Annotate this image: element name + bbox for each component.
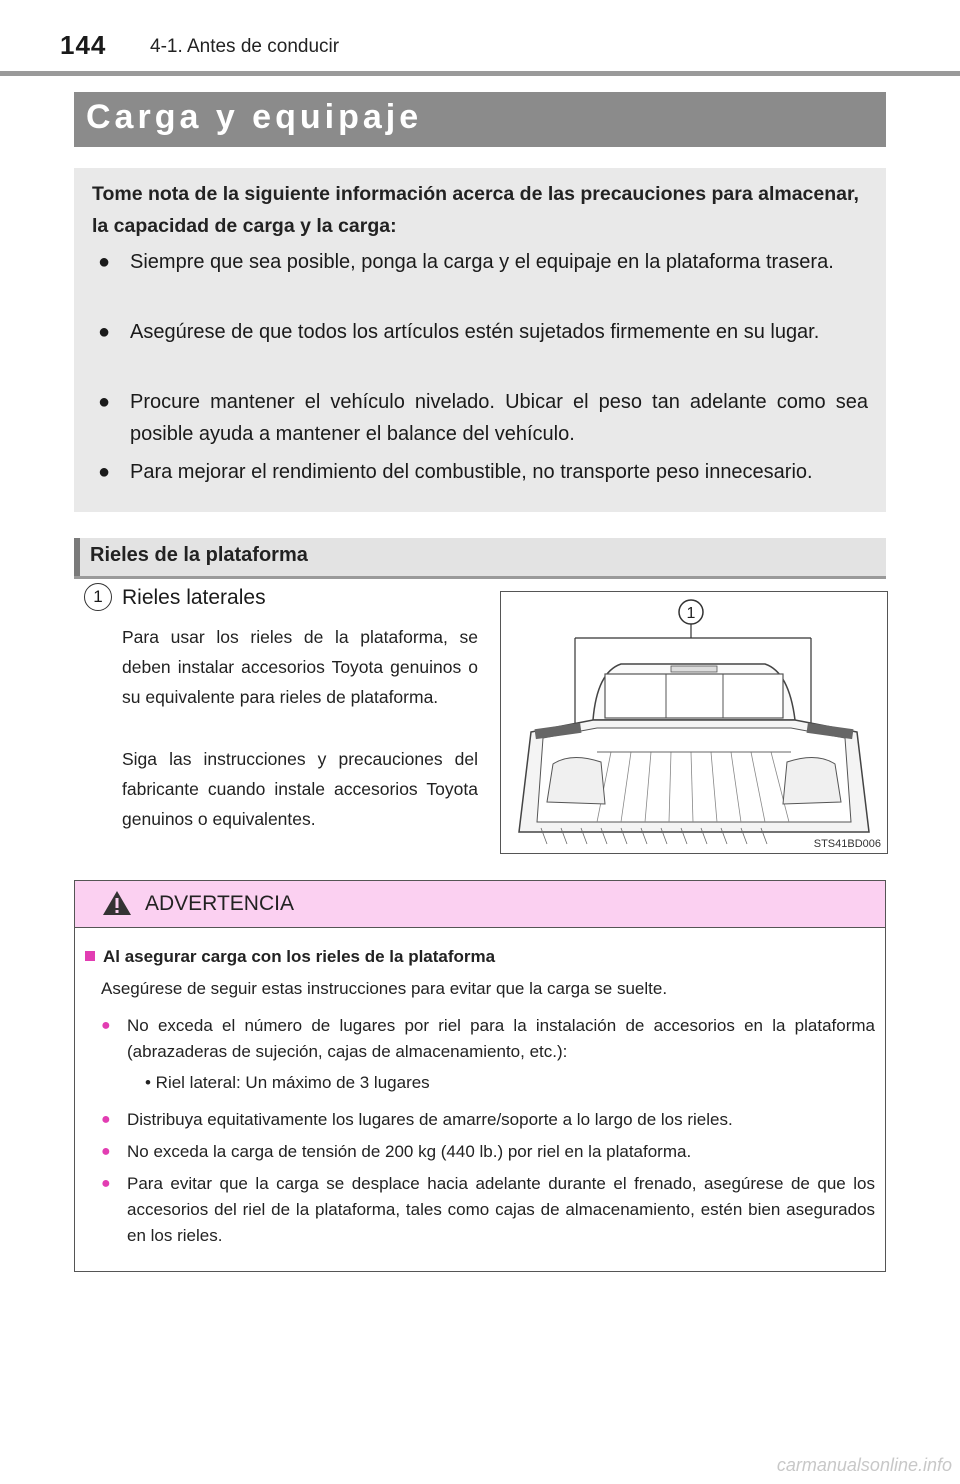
warning-lead: Asegúrese de seguir estas instrucciones para evitar que la carga se suelte. bbox=[101, 979, 668, 998]
intro-bullet bbox=[98, 316, 868, 348]
warning-bullet-text: Para evitar que la carga se desplace hacia adelante durante el frenado, asegúrese de que los accesorios del riel de la plataforma, tales como cajas de almacenamiento, estén bien asegurados en los rieles. bbox=[127, 1174, 875, 1245]
pink-circle-bullet-icon: ● bbox=[101, 1111, 111, 1128]
warning-subhead-text: Al asegurar carga con los rieles de la plataforma bbox=[103, 947, 496, 966]
pink-circle-bullet-icon: ● bbox=[101, 1143, 111, 1160]
figure-callout-number: 1 bbox=[686, 605, 696, 622]
callout-number: 1 bbox=[84, 583, 112, 611]
watermark: carmanualsonline.info bbox=[776, 1455, 952, 1475]
rail-paragraph: Para usar los rieles de la plataforma, se deben instalar accesorios Toyota genuinos o su equivalente para rieles de plataforma. bbox=[122, 627, 478, 707]
subsection-accent bbox=[74, 538, 80, 576]
black-circle-bullet-icon: ● bbox=[98, 321, 111, 343]
warning-bullet-text: Distribuya equitativamente los lugares de amarre/soporte a lo largo de los rieles. bbox=[127, 1110, 733, 1129]
warning-bullet bbox=[101, 1139, 875, 1165]
title-bar bbox=[74, 92, 886, 147]
page-title: Carga y equipaje bbox=[86, 98, 423, 136]
warning-bullet bbox=[101, 1013, 875, 1065]
truck-bed-illustration bbox=[501, 592, 887, 853]
pink-circle-bullet-icon: ● bbox=[101, 1175, 111, 1192]
subsection-title: Rieles de la plataforma bbox=[90, 544, 308, 566]
intro-bullet-text: Siempre que sea posible, ponga la carga y el equipaje en la plataforma trasera. bbox=[130, 251, 834, 273]
subsection-rule bbox=[74, 576, 886, 579]
warning-bullet-text: No exceda la carga de tensión de 200 kg (440 lb.) por riel en la plataforma. bbox=[127, 1142, 692, 1161]
black-circle-bullet-icon: ● bbox=[98, 461, 111, 483]
header-rule bbox=[0, 71, 960, 76]
warning-bullet bbox=[101, 1107, 875, 1133]
warning-subhead bbox=[85, 947, 495, 967]
pink-circle-bullet-icon: ● bbox=[101, 1017, 111, 1034]
warning-box bbox=[74, 880, 886, 1272]
warning-triangle-icon bbox=[101, 889, 133, 917]
intro-bullet-text: Procure mantener el vehículo nivelado. Ubicar el peso tan adelante como sea posible ayuda a mantener el balance del vehículo. bbox=[130, 391, 868, 445]
black-circle-bullet-icon: ● bbox=[98, 391, 111, 413]
page-number: 144 bbox=[60, 30, 107, 60]
section-label: 4-1. Antes de conducir bbox=[150, 36, 340, 57]
intro-bullet bbox=[98, 246, 868, 278]
warning-title: ADVERTENCIA bbox=[145, 892, 294, 915]
subsection-bar bbox=[74, 538, 886, 576]
intro-lead: Tome nota de la siguiente información acerca de las precauciones para almacenar, la capacidad de carga y la carga: bbox=[92, 183, 859, 237]
black-circle-bullet-icon: ● bbox=[98, 251, 111, 273]
intro-bullet bbox=[98, 456, 868, 488]
warning-bullet-text: No exceda el número de lugares por riel para la instalación de accesorios en la plataforma (abrazaderas de sujeción, cajas de almacenamiento, etc.): bbox=[127, 1016, 875, 1061]
rail-heading: Rieles laterales bbox=[122, 586, 266, 609]
intro-box bbox=[74, 168, 886, 512]
warning-header bbox=[75, 881, 885, 928]
truck-bed-figure bbox=[500, 591, 888, 854]
intro-bullet-text: Asegúrese de que todos los artículos estén sujetados firmemente en su lugar. bbox=[130, 321, 820, 343]
rail-paragraph: Siga las instrucciones y precauciones del fabricante cuando instale accesorios Toyota genuinos o equivalentes. bbox=[122, 749, 478, 829]
intro-bullet-text: Para mejorar el rendimiento del combustible, no transporte peso innecesario. bbox=[130, 461, 813, 483]
warning-bullet bbox=[101, 1171, 875, 1249]
pink-square-bullet-icon bbox=[85, 951, 95, 961]
warning-sub-bullet: • Riel lateral: Un máximo de 3 lugares bbox=[145, 1073, 430, 1092]
figure-code: STS41BD006 bbox=[813, 838, 881, 850]
intro-bullet bbox=[98, 386, 868, 450]
